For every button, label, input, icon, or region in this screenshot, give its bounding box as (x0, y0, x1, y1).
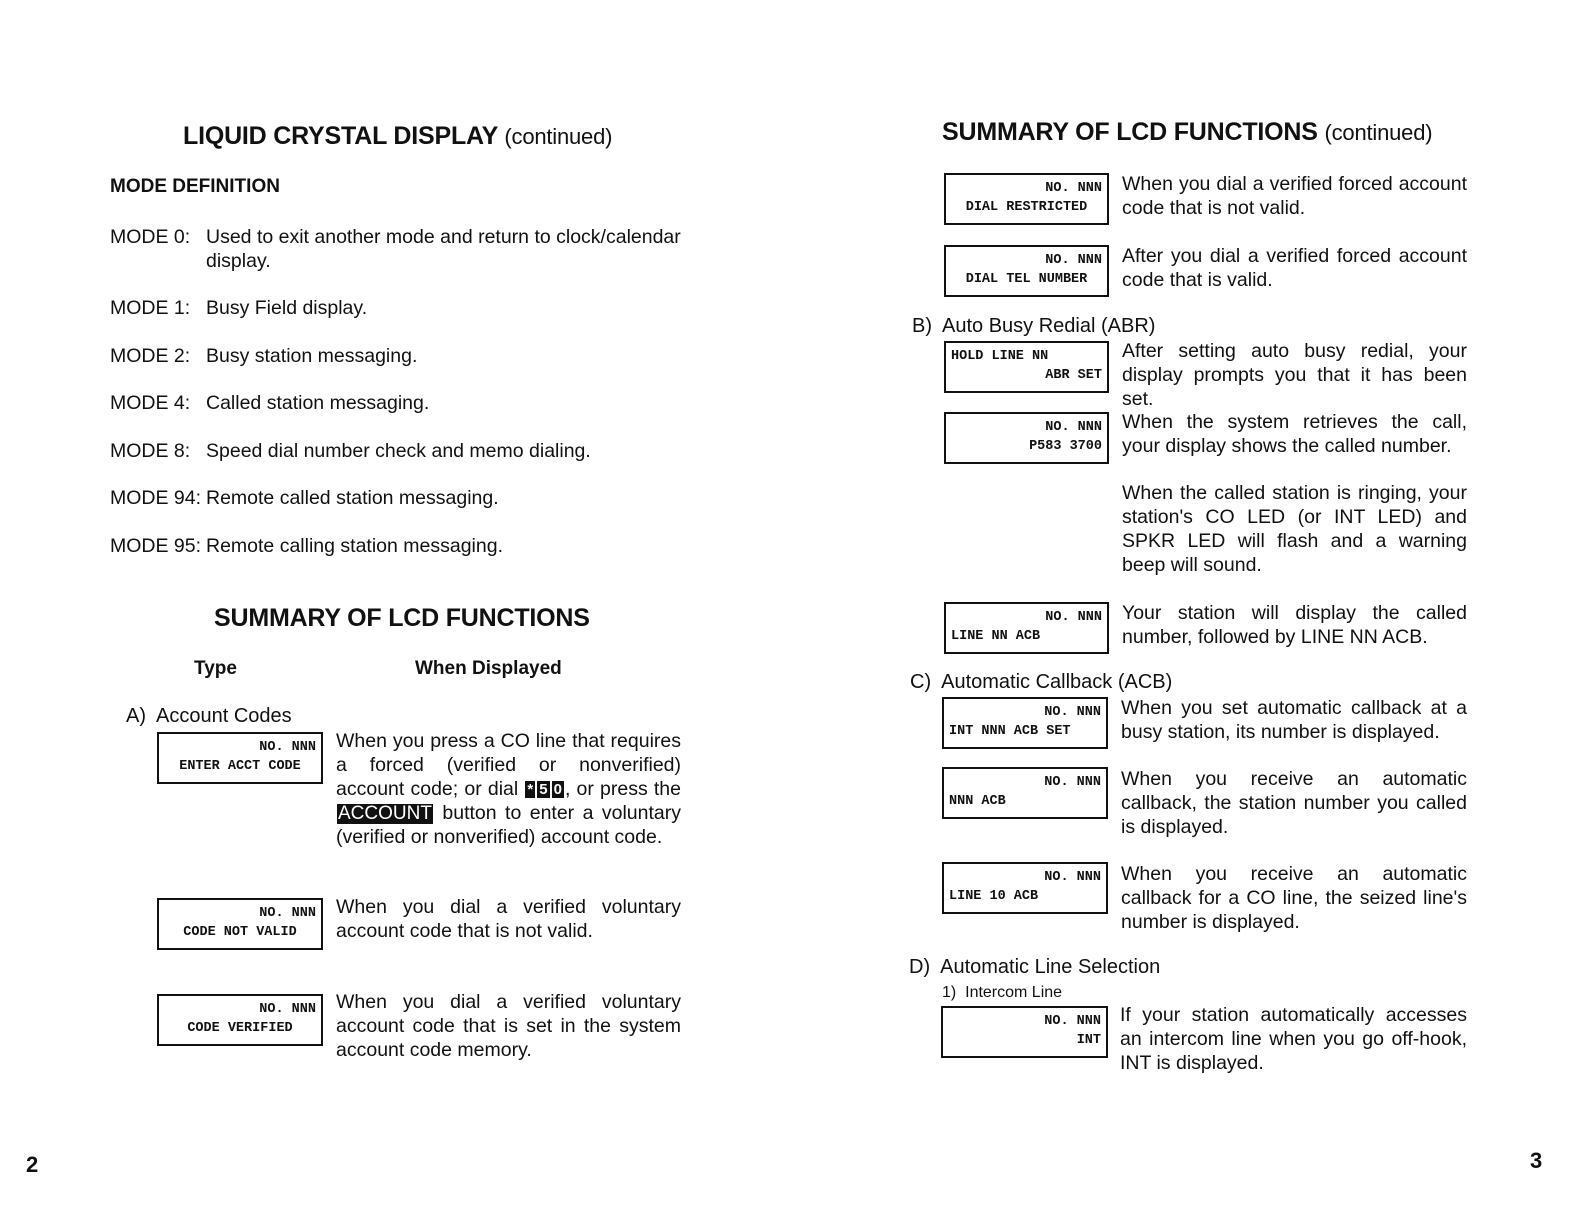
lcd-display-dial-restricted (944, 173, 1109, 225)
lcd-line-1: NO. NNN (259, 1002, 316, 1017)
lcd-display-nnn-acb (942, 767, 1108, 819)
mode-label: MODE 8: (110, 440, 191, 462)
lcd-display-code-verified (157, 994, 323, 1046)
mode-label: MODE 1: (110, 297, 191, 319)
lcd-line-1: NO. NNN (1045, 420, 1102, 435)
lcd-line-1: NO. NNN (1044, 870, 1101, 885)
lcd-line-1: NO. NNN (1045, 253, 1102, 268)
column-header-when: When Displayed (415, 658, 562, 679)
mode-text: Remote called station messaging. (206, 487, 499, 509)
mode-label: MODE 95: (110, 535, 202, 557)
page-number-left: 2 (26, 1152, 39, 1177)
mode-text: Called station messaging. (206, 392, 430, 414)
account-button-icon: ACCOUNT (338, 803, 432, 824)
section-auto-busy-redial: B) Auto Busy Redial (ABR) (912, 315, 1156, 337)
lcd-display-int (941, 1006, 1108, 1058)
lcd-display-code-not-valid (157, 898, 323, 950)
left-title-suffix: (continued) (504, 124, 613, 149)
lcd-display-int-acb-set (942, 697, 1108, 749)
left-title-text: LIQUID CRYSTAL DISPLAY (183, 122, 498, 150)
lcd-line-2: ABR SET (1045, 368, 1102, 383)
mode-label: MODE 4: (110, 392, 191, 414)
description-code-verified: When you dial a verified voluntary account code that is set in the system account code memory. (336, 991, 681, 1061)
lcd-line-2: LINE 10 ACB (949, 889, 1039, 904)
description-called-number: When the system retrieves the call, your display shows the called number. (1122, 411, 1467, 457)
lcd-line-1: NO. NNN (1044, 1014, 1101, 1029)
right-title-suffix: (continued) (1324, 120, 1433, 145)
mode-text: Busy Field display. (206, 297, 368, 319)
desc-part-3: button to enter a voluntary (verified or nonverified) account code. (336, 802, 681, 848)
lcd-line-2: CODE NOT VALID (183, 925, 297, 940)
lcd-display-enter-acct-code (157, 732, 323, 784)
description-dial-tel-number: After you dial a verified forced account code that is valid. (1122, 245, 1467, 291)
mode-label: MODE 94: (110, 487, 202, 509)
page-number-right: 3 (1530, 1148, 1543, 1173)
lcd-line-2: P583 3700 (1029, 439, 1102, 454)
mode-label: MODE 0: (110, 226, 191, 248)
lcd-line-1: NO. NNN (1044, 705, 1101, 720)
lcd-line-2: DIAL RESTRICTED (965, 200, 1088, 215)
section-account-codes: A) Account Codes (126, 705, 292, 727)
lcd-line-1: NO. NNN (1044, 775, 1101, 790)
left-page-title (183, 122, 612, 151)
right-title-text: SUMMARY OF LCD FUNCTIONS (942, 118, 1318, 146)
description-code-not-valid: When you dial a verified voluntary account code that is not valid. (336, 896, 681, 942)
mode-label: MODE 2: (110, 345, 191, 367)
description-abr-set: After setting auto busy redial, your display prompts you that it has been set. (1122, 340, 1467, 410)
section-automatic-line-selection: D) Automatic Line Selection (909, 956, 1161, 978)
mode-text: Used to exit another mode and return to clock/calendar display. (206, 226, 681, 272)
right-page-title (942, 118, 1432, 147)
lcd-line-1: NO. NNN (1045, 181, 1102, 196)
five-key-icon: 5 (539, 781, 548, 798)
section-automatic-callback: C) Automatic Callback (ACB) (910, 671, 1173, 693)
lcd-display-dial-tel-number (944, 245, 1109, 297)
lcd-display-called-number (944, 412, 1109, 464)
desc-part-2: , or press the (564, 778, 682, 800)
lcd-line-1: NO. NNN (1045, 610, 1102, 625)
mode-text: Busy station messaging. (206, 345, 418, 367)
mode-definition-heading: MODE DEFINITION (110, 176, 280, 197)
lcd-line-1: HOLD LINE NN (951, 349, 1049, 364)
lcd-display-line-10-acb (942, 862, 1108, 914)
column-header-type: Type (194, 658, 237, 679)
description-line-nn-acb: Your station will display the called number, followed by LINE NN ACB. (1122, 602, 1467, 648)
star-key-icon: * (527, 781, 534, 798)
lcd-line-2: CODE VERIFIED (187, 1021, 293, 1036)
zero-key-icon: 0 (553, 781, 562, 798)
lcd-line-2: NNN ACB (949, 794, 1006, 809)
lcd-display-line-nn-acb (944, 602, 1109, 654)
description-receive-callback: When you receive an automatic callback, the station number you called is displayed. (1121, 768, 1467, 838)
lcd-line-1: NO. NNN (259, 906, 316, 921)
description-called-station-ringing: When the called station is ringing, your station's CO LED (or INT LED) and SPKR LED will flash and a warning beep will sound. (1122, 482, 1467, 576)
description-dial-restricted: When you dial a verified forced account code that is not valid. (1122, 173, 1467, 219)
lcd-line-1: NO. NNN (259, 740, 316, 755)
description-acb-set: When you set automatic callback at a busy station, its number is displayed. (1121, 697, 1467, 743)
lcd-display-hold-line-abr (944, 341, 1109, 393)
lcd-line-2: INT NNN ACB SET (949, 724, 1071, 739)
mode-text: Remote calling station messaging. (206, 535, 503, 557)
subsection-intercom-line: 1) Intercom Line (942, 984, 1063, 1001)
mode-text: Speed dial number check and memo dialing. (206, 440, 591, 462)
description-intercom-line: If your station automatically accesses an intercom line when you go off-hook, INT is displayed. (1120, 1004, 1467, 1074)
lcd-line-2: INT (1076, 1033, 1101, 1048)
description-enter-acct-code (336, 729, 681, 849)
desc-part-1: When you press a CO line that requires a forced (verified or nonverified) account code; or dial (336, 730, 681, 800)
summary-title: SUMMARY OF LCD FUNCTIONS (214, 604, 590, 632)
lcd-line-2: ENTER ACCT CODE (179, 759, 301, 774)
lcd-line-2: LINE NN ACB (951, 629, 1041, 644)
description-co-line-callback: When you receive an automatic callback for a CO line, the seized line's number is displayed. (1121, 863, 1467, 933)
lcd-line-2: DIAL TEL NUMBER (965, 272, 1088, 287)
